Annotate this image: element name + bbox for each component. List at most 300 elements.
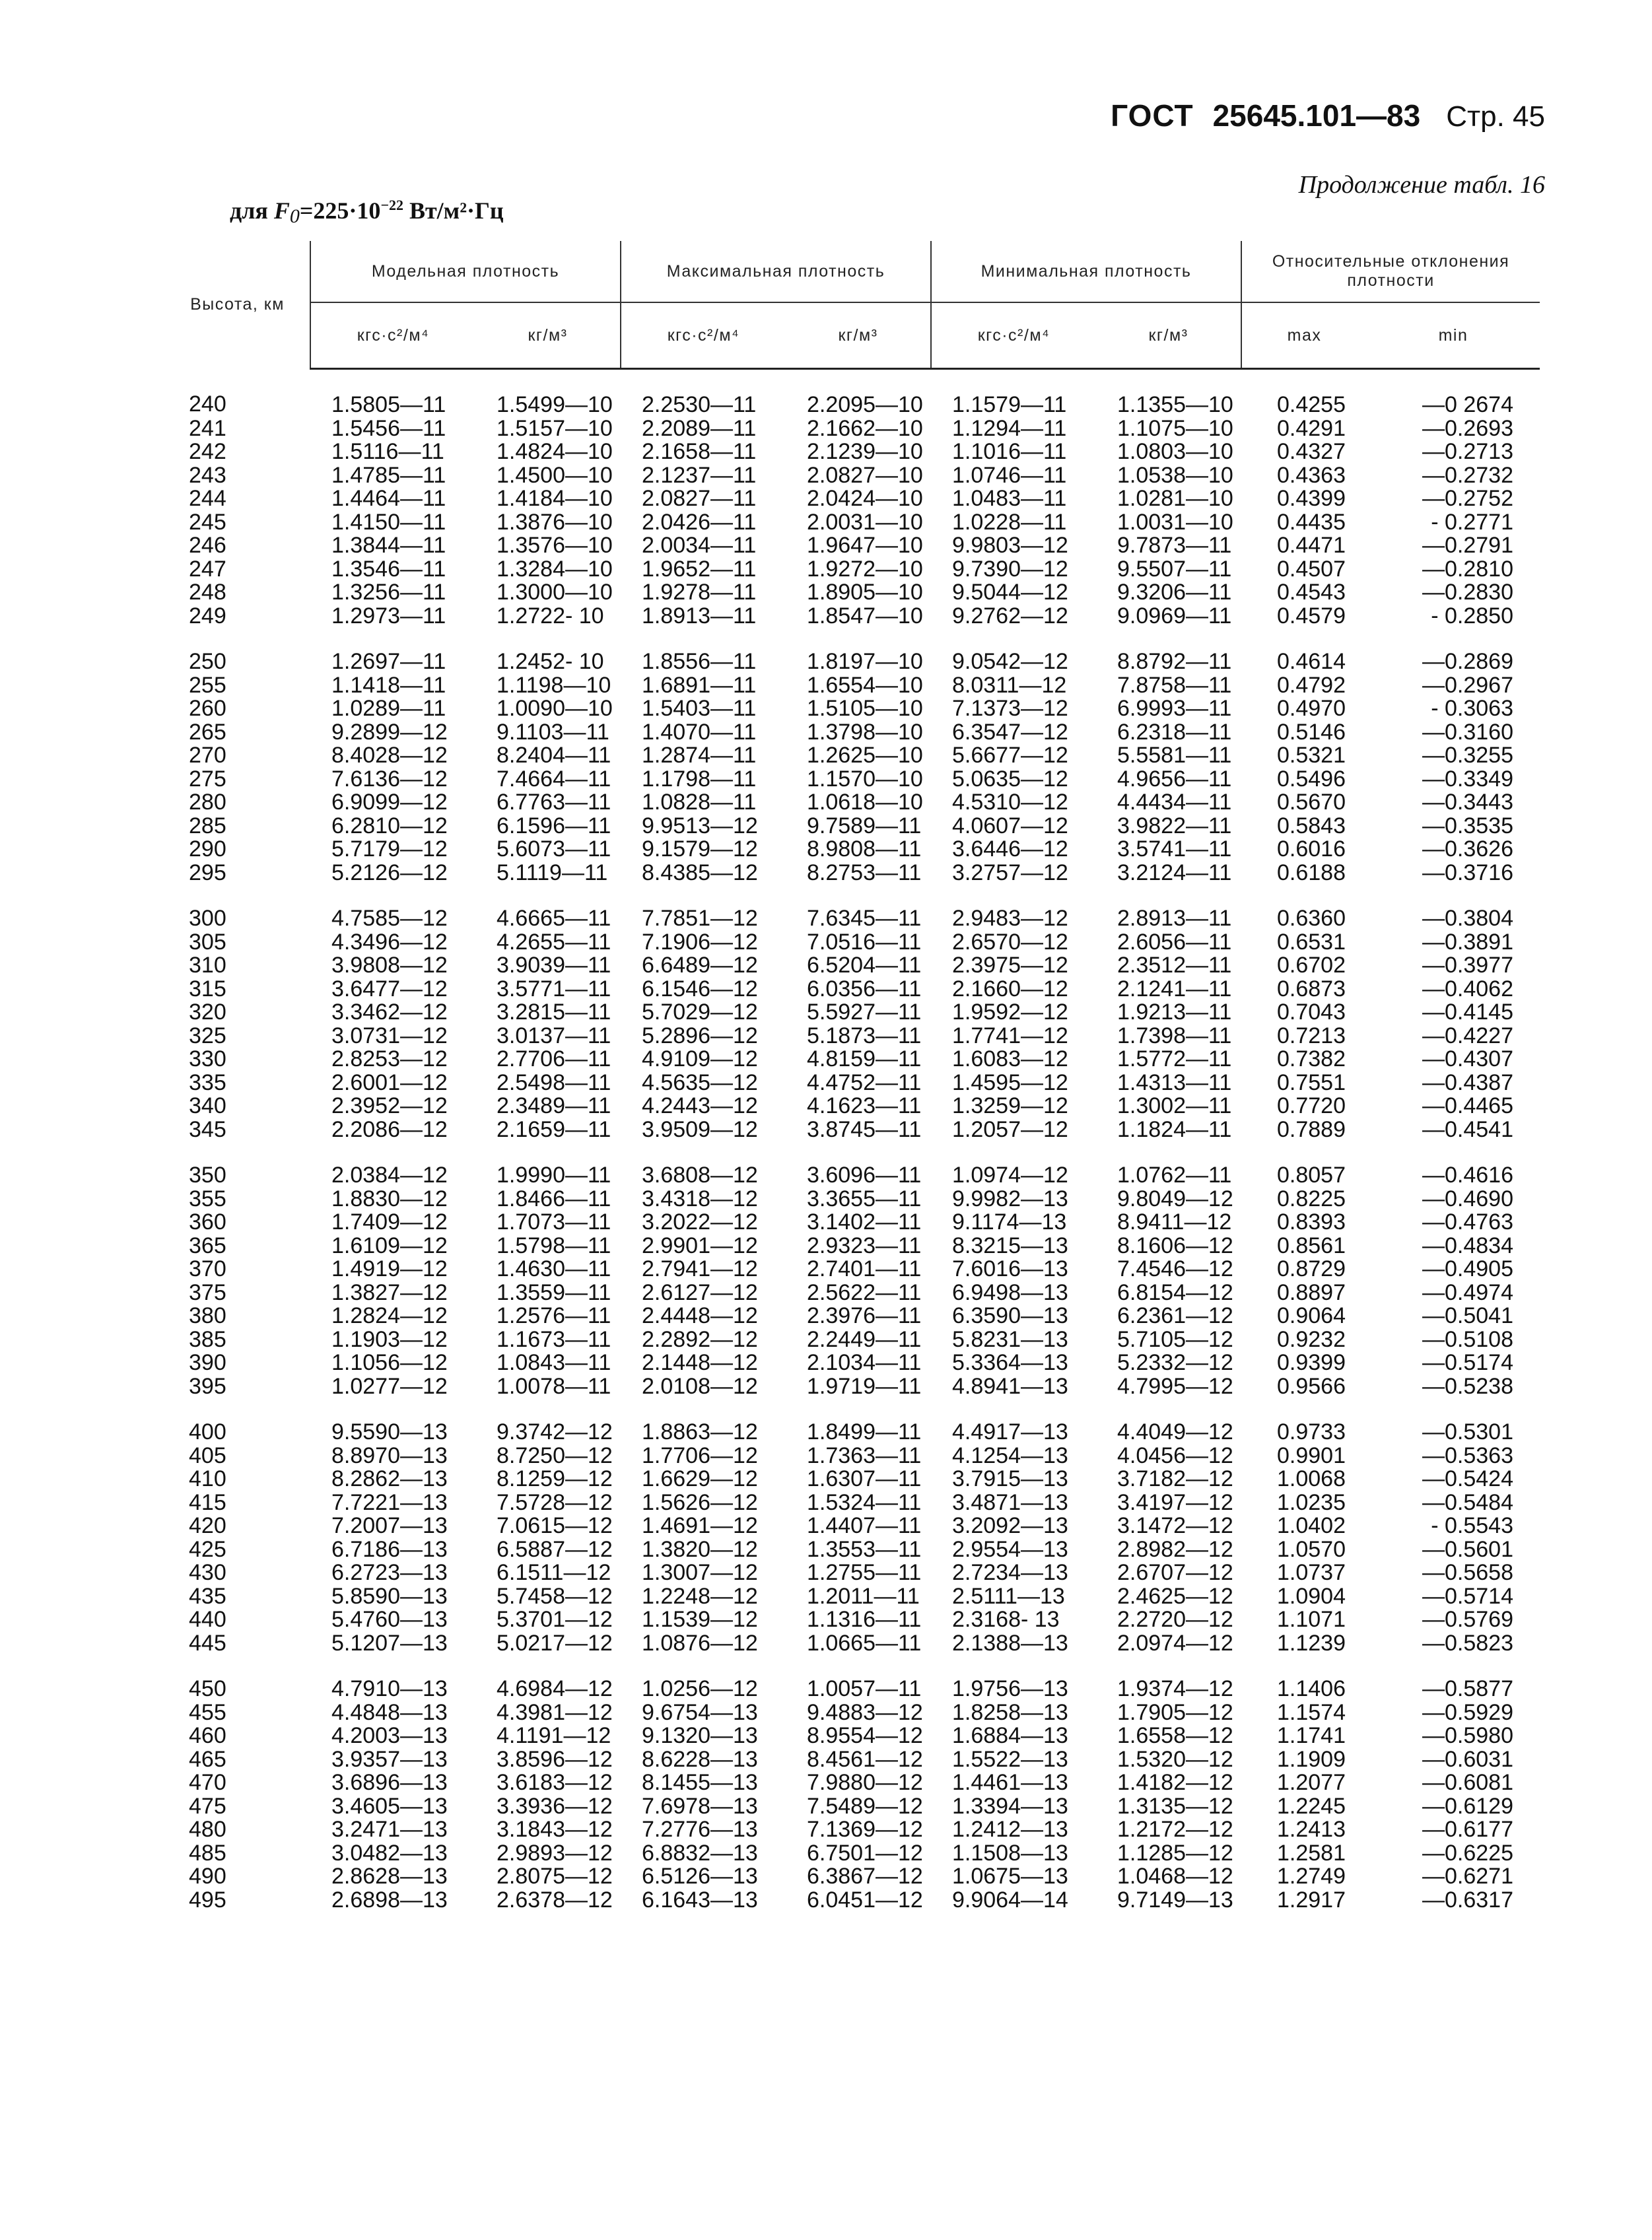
max-kgs-cell: 2.4448—12 bbox=[642, 1303, 758, 1328]
dev-max-cell: 0.4614 bbox=[1277, 649, 1346, 674]
table-row bbox=[165, 1048, 1540, 1071]
max-kg-cell: 1.5105—10 bbox=[807, 696, 923, 721]
min-kgs-cell: 5.6677—12 bbox=[952, 743, 1068, 768]
min-kg-cell: 2.8982—12 bbox=[1117, 1536, 1233, 1562]
table-row bbox=[165, 1468, 1540, 1491]
max-kg-cell: 1.1570—10 bbox=[807, 766, 923, 792]
height-cell: 415 bbox=[189, 1489, 226, 1515]
dev-min-cell: —0.6317 bbox=[1422, 1887, 1513, 1913]
height-cell: 385 bbox=[189, 1326, 226, 1352]
model-kg-cell: 4.6984—12 bbox=[497, 1676, 613, 1701]
model-kgs-cell: 6.9099—12 bbox=[331, 790, 448, 815]
min-kg-cell: 1.0468—12 bbox=[1117, 1864, 1233, 1889]
model-kgs-cell: 1.7409—12 bbox=[331, 1209, 448, 1235]
min-kgs-cell: 9.9064—14 bbox=[952, 1887, 1068, 1913]
min-kgs-cell: 9.9803—12 bbox=[952, 533, 1068, 558]
table-row bbox=[165, 1421, 1540, 1444]
max-kgs-cell: 1.5403—11 bbox=[642, 696, 757, 721]
model-kgs-cell: 5.4760—13 bbox=[331, 1607, 448, 1632]
min-kg-cell: 1.7398—11 bbox=[1117, 1023, 1232, 1048]
model-kg-cell: 1.2576—11 bbox=[497, 1303, 611, 1328]
height-cell: 275 bbox=[189, 766, 226, 792]
max-kgs-cell: 1.4070—11 bbox=[642, 719, 757, 745]
min-kg-cell: 6.2361—12 bbox=[1117, 1303, 1233, 1328]
table-row bbox=[165, 1071, 1540, 1095]
model-kgs-cell: 1.5456—11 bbox=[331, 415, 446, 441]
dev-min-cell: —0.2830 bbox=[1422, 580, 1513, 605]
height-cell: 325 bbox=[189, 1023, 226, 1048]
dev-max-cell: 0.5146 bbox=[1277, 719, 1346, 745]
max-kg-cell: 7.6345—11 bbox=[807, 906, 922, 931]
max-kgs-cell: 3.9509—12 bbox=[642, 1116, 758, 1142]
table-row bbox=[165, 1842, 1540, 1866]
max-kgs-cell: 4.5635—12 bbox=[642, 1069, 758, 1095]
model-kgs-cell: 1.5116—11 bbox=[331, 439, 444, 464]
dev-max-cell: 0.6531 bbox=[1277, 929, 1346, 955]
height-cell: 370 bbox=[189, 1256, 226, 1281]
table-row bbox=[165, 1235, 1540, 1258]
max-kg-cell: 1.4407—11 bbox=[807, 1513, 922, 1538]
table-row bbox=[165, 1795, 1540, 1819]
model-kg-cell: 1.8466—11 bbox=[497, 1186, 611, 1211]
dev-min-cell: —0.5041 bbox=[1422, 1303, 1513, 1328]
max-kg-cell: 2.1034—11 bbox=[807, 1350, 922, 1375]
model-kgs-cell: 1.4464—11 bbox=[331, 486, 446, 511]
dev-max-cell: 0.5321 bbox=[1277, 743, 1346, 768]
min-kgs-cell: 2.1388—13 bbox=[952, 1630, 1068, 1656]
dev-min-cell: —0.2967 bbox=[1422, 672, 1513, 698]
dev-min-cell: —0.4227 bbox=[1422, 1023, 1513, 1048]
model-kg-cell: 6.1596—11 bbox=[497, 813, 611, 838]
min-kgs-cell: 1.0228—11 bbox=[952, 509, 1067, 535]
table-row bbox=[165, 581, 1540, 605]
height-cell: 445 bbox=[189, 1630, 226, 1656]
max-kg-cell: 1.0618—10 bbox=[807, 790, 923, 815]
unit-model-kgs: кгс·с²/м⁴ bbox=[310, 302, 475, 369]
table-row bbox=[165, 1375, 1540, 1399]
dev-max-cell: 1.0068 bbox=[1277, 1466, 1346, 1491]
min-kg-cell: 1.5772—11 bbox=[1117, 1046, 1232, 1071]
height-cell: 345 bbox=[189, 1116, 226, 1142]
height-cell: 241 bbox=[189, 415, 226, 441]
dev-max-cell: 0.9399 bbox=[1277, 1350, 1346, 1375]
dev-max-cell: 1.2413 bbox=[1277, 1817, 1346, 1842]
model-kg-cell: 5.7458—12 bbox=[497, 1583, 613, 1609]
dev-min-cell: —0.4307 bbox=[1422, 1046, 1513, 1071]
model-kg-cell: 2.3489—11 bbox=[497, 1093, 611, 1118]
dev-max-cell: 0.5496 bbox=[1277, 766, 1346, 792]
min-kg-cell: 9.7873—11 bbox=[1117, 533, 1232, 558]
model-kg-cell: 1.9990—11 bbox=[497, 1163, 611, 1188]
model-kgs-cell: 1.4785—11 bbox=[331, 462, 446, 488]
dev-max-cell: 0.6016 bbox=[1277, 836, 1346, 862]
height-cell: 295 bbox=[189, 860, 226, 885]
min-kgs-cell: 2.3975—12 bbox=[952, 953, 1068, 978]
model-kg-cell: 3.5771—11 bbox=[497, 976, 611, 1001]
min-kgs-cell: 8.3215—13 bbox=[952, 1233, 1068, 1258]
min-kgs-cell: 2.7234—13 bbox=[952, 1560, 1068, 1585]
table-row bbox=[165, 1118, 1540, 1142]
dev-min-cell: - 0.3063 bbox=[1431, 696, 1513, 721]
max-kg-cell: 5.5927—11 bbox=[807, 1000, 922, 1025]
model-kg-cell: 3.8596—12 bbox=[497, 1746, 613, 1772]
dev-min-cell: —0.5823 bbox=[1422, 1630, 1513, 1656]
max-kgs-cell: 8.6228—13 bbox=[642, 1746, 758, 1772]
max-kg-cell: 4.4752—11 bbox=[807, 1069, 922, 1095]
table-row bbox=[165, 907, 1540, 931]
max-kgs-cell: 2.2892—12 bbox=[642, 1326, 758, 1352]
min-kgs-cell: 9.5044—12 bbox=[952, 580, 1068, 605]
table-row bbox=[165, 1818, 1540, 1842]
max-kg-cell: 2.0031—10 bbox=[807, 509, 923, 535]
height-cell: 305 bbox=[189, 929, 226, 955]
dev-min-cell: —0.2732 bbox=[1422, 462, 1513, 488]
dev-max-cell: 0.4327 bbox=[1277, 439, 1346, 464]
min-kgs-cell: 6.9498—13 bbox=[952, 1279, 1068, 1305]
max-kg-cell: 7.9880—12 bbox=[807, 1770, 923, 1795]
max-kgs-cell: 1.9278—11 bbox=[642, 580, 757, 605]
max-kgs-cell: 2.0108—12 bbox=[642, 1373, 758, 1399]
dev-min-cell: —0.4145 bbox=[1422, 1000, 1513, 1025]
model-kg-cell: 1.2452- 10 bbox=[497, 649, 604, 674]
max-kgs-cell: 9.6754—13 bbox=[642, 1699, 758, 1725]
height-cell: 395 bbox=[189, 1373, 226, 1399]
model-kg-cell: 1.3876—10 bbox=[497, 509, 613, 535]
table-row bbox=[165, 605, 1540, 628]
table-row bbox=[165, 1351, 1540, 1375]
max-kg-cell: 9.4883—12 bbox=[807, 1699, 923, 1725]
min-kg-cell: 2.3512—11 bbox=[1117, 953, 1232, 978]
dev-min-cell: —0.3349 bbox=[1422, 766, 1513, 792]
max-kgs-cell: 1.0876—12 bbox=[642, 1630, 758, 1656]
min-kgs-cell: 1.1508—13 bbox=[952, 1840, 1068, 1866]
min-kg-cell: 3.5741—11 bbox=[1117, 836, 1232, 862]
model-kg-cell: 7.0615—12 bbox=[497, 1513, 613, 1538]
dev-max-cell: 1.0402 bbox=[1277, 1513, 1346, 1538]
model-kgs-cell: 2.0384—12 bbox=[331, 1163, 448, 1188]
model-kg-cell: 1.4630—11 bbox=[497, 1256, 611, 1281]
dev-max-cell: 0.4435 bbox=[1277, 509, 1346, 535]
max-kg-cell: 8.9808—11 bbox=[807, 836, 922, 862]
group-min-density: Минимальная плотность bbox=[931, 241, 1241, 302]
dev-min-cell: —0.4834 bbox=[1422, 1233, 1513, 1258]
model-kgs-cell: 4.4848—13 bbox=[331, 1699, 448, 1725]
table-row bbox=[165, 1865, 1540, 1889]
model-kg-cell: 3.3936—12 bbox=[497, 1793, 613, 1819]
dev-max-cell: 0.6873 bbox=[1277, 976, 1346, 1001]
model-kg-cell: 1.1673—11 bbox=[497, 1326, 611, 1352]
dev-min-cell: —0.2752 bbox=[1422, 486, 1513, 511]
table-row bbox=[165, 369, 1540, 417]
dev-min-cell: —0.4387 bbox=[1422, 1069, 1513, 1095]
dev-max-cell: 0.8729 bbox=[1277, 1256, 1346, 1281]
max-kg-cell: 1.2755—11 bbox=[807, 1560, 922, 1585]
dev-min-cell: —0.5601 bbox=[1422, 1536, 1513, 1562]
caption-prefix: для bbox=[230, 197, 274, 224]
model-kg-cell: 3.0137—11 bbox=[497, 1023, 611, 1048]
dev-min-cell: - 0.5543 bbox=[1431, 1513, 1513, 1538]
dev-max-cell: 1.0737 bbox=[1277, 1560, 1346, 1585]
height-cell: 440 bbox=[189, 1607, 226, 1632]
dev-min-cell: —0.5174 bbox=[1422, 1350, 1513, 1375]
min-kgs-cell: 1.1294—11 bbox=[952, 415, 1067, 441]
caption-sub: 0 bbox=[289, 205, 300, 227]
min-kgs-cell: 4.5310—12 bbox=[952, 790, 1068, 815]
max-kg-cell: 3.8745—11 bbox=[807, 1116, 922, 1142]
max-kg-cell: 1.9647—10 bbox=[807, 533, 923, 558]
model-kgs-cell: 3.0482—13 bbox=[331, 1840, 448, 1866]
density-table bbox=[165, 241, 1540, 1912]
dev-max-cell: 0.9064 bbox=[1277, 1303, 1346, 1328]
dev-min-cell: —0.3443 bbox=[1422, 790, 1513, 815]
max-kgs-cell: 1.6891—11 bbox=[642, 672, 757, 698]
model-kgs-cell: 1.8830—12 bbox=[331, 1186, 448, 1211]
max-kgs-cell: 1.8913—11 bbox=[642, 603, 757, 628]
height-cell: 465 bbox=[189, 1746, 226, 1772]
unit-min-kgs: кгс·с²/м⁴ bbox=[931, 302, 1096, 369]
max-kg-cell: 1.0665—11 bbox=[807, 1630, 922, 1656]
model-kg-cell: 1.0078—11 bbox=[497, 1373, 611, 1399]
max-kgs-cell: 9.9513—12 bbox=[642, 813, 758, 838]
table-row bbox=[165, 978, 1540, 1001]
max-kgs-cell: 2.2089—11 bbox=[642, 415, 757, 441]
max-kgs-cell: 6.8832—13 bbox=[642, 1840, 758, 1866]
table-row bbox=[165, 1678, 1540, 1701]
model-kgs-cell: 3.0731—12 bbox=[331, 1023, 448, 1048]
height-cell: 350 bbox=[189, 1163, 226, 1188]
max-kg-cell: 1.7363—11 bbox=[807, 1442, 922, 1468]
model-kg-cell: 4.2655—11 bbox=[497, 929, 611, 955]
model-kgs-cell: 7.6136—12 bbox=[331, 766, 448, 792]
dev-min-cell: —0.4541 bbox=[1422, 1116, 1513, 1142]
max-kgs-cell: 8.4385—12 bbox=[642, 860, 758, 885]
group-spacer bbox=[165, 1655, 1540, 1678]
min-kg-cell: 2.2720—12 bbox=[1117, 1607, 1233, 1632]
min-kg-cell: 9.7149—13 bbox=[1117, 1887, 1233, 1913]
height-cell: 330 bbox=[189, 1046, 226, 1071]
max-kgs-cell: 6.5126—13 bbox=[642, 1864, 758, 1889]
min-kgs-cell: 8.0311—12 bbox=[952, 672, 1067, 698]
max-kg-cell: 1.5324—11 bbox=[807, 1489, 922, 1515]
min-kg-cell: 6.2318—11 bbox=[1117, 719, 1232, 745]
min-kgs-cell: 9.1174—13 bbox=[952, 1209, 1067, 1235]
table-row bbox=[165, 768, 1540, 792]
dev-min-cell: - 0.2850 bbox=[1431, 603, 1513, 628]
dev-min-cell: —0.6031 bbox=[1422, 1746, 1513, 1772]
dev-min-cell: —0.5301 bbox=[1422, 1419, 1513, 1444]
max-kgs-cell: 7.1906—12 bbox=[642, 929, 758, 955]
min-kg-cell: 1.0762—11 bbox=[1117, 1163, 1232, 1188]
min-kgs-cell: 4.8941—13 bbox=[952, 1373, 1068, 1399]
dev-min-cell: —0.5363 bbox=[1422, 1442, 1513, 1468]
model-kgs-cell: 2.6898—13 bbox=[331, 1887, 448, 1913]
min-kgs-cell: 1.7741—12 bbox=[952, 1023, 1068, 1048]
col-height-header: Высота, км bbox=[190, 295, 285, 314]
max-kg-cell: 6.7501—12 bbox=[807, 1840, 923, 1866]
min-kgs-cell: 1.0675—13 bbox=[952, 1864, 1068, 1889]
min-kg-cell: 9.0969—11 bbox=[1117, 603, 1232, 628]
min-kg-cell: 2.8913—11 bbox=[1117, 906, 1232, 931]
max-kg-cell: 1.9719—11 bbox=[807, 1373, 922, 1399]
group-spacer bbox=[165, 885, 1540, 907]
max-kgs-cell: 1.3007—12 bbox=[642, 1560, 758, 1585]
max-kgs-cell: 7.2776—13 bbox=[642, 1817, 758, 1842]
unit-min-kg: кг/м³ bbox=[1096, 302, 1241, 369]
max-kgs-cell: 2.2530—11 bbox=[642, 392, 757, 417]
model-kgs-cell: 1.3844—11 bbox=[331, 533, 446, 558]
min-kgs-cell: 9.9982—13 bbox=[952, 1186, 1068, 1211]
min-kg-cell: 1.4182—12 bbox=[1117, 1770, 1233, 1795]
max-kgs-cell: 7.7851—12 bbox=[642, 906, 758, 931]
min-kg-cell: 5.7105—12 bbox=[1117, 1326, 1233, 1352]
dev-max-cell: 1.1406 bbox=[1277, 1676, 1346, 1701]
dev-max-cell: 0.4399 bbox=[1277, 486, 1346, 511]
min-kgs-cell: 2.1660—12 bbox=[952, 976, 1068, 1001]
model-kg-cell: 6.1511—12 bbox=[497, 1560, 611, 1585]
max-kg-cell: 1.6554—10 bbox=[807, 672, 923, 698]
table-row bbox=[165, 487, 1540, 511]
dev-max-cell: 1.0904 bbox=[1277, 1583, 1346, 1609]
max-kgs-cell: 2.0034—11 bbox=[642, 533, 757, 558]
group-model-density: Модельная плотность bbox=[310, 241, 621, 302]
table-row bbox=[165, 1095, 1540, 1118]
model-kgs-cell: 2.3952—12 bbox=[331, 1093, 448, 1118]
dev-max-cell: 0.4543 bbox=[1277, 580, 1346, 605]
dev-max-cell: 1.1239 bbox=[1277, 1630, 1346, 1656]
height-cell: 245 bbox=[189, 509, 226, 535]
dev-max-cell: 0.7043 bbox=[1277, 1000, 1346, 1025]
model-kg-cell: 3.9039—11 bbox=[497, 953, 611, 978]
max-kg-cell: 6.5204—11 bbox=[807, 953, 922, 978]
min-kgs-cell: 5.0635—12 bbox=[952, 766, 1068, 792]
min-kgs-cell: 7.1373—12 bbox=[952, 696, 1068, 721]
model-kg-cell: 7.5728—12 bbox=[497, 1489, 613, 1515]
model-kgs-cell: 2.6001—12 bbox=[331, 1069, 448, 1095]
dev-max-cell: 0.9901 bbox=[1277, 1442, 1346, 1468]
max-kg-cell: 6.0451—12 bbox=[807, 1887, 923, 1913]
model-kg-cell: 1.5798—11 bbox=[497, 1233, 611, 1258]
table-row bbox=[165, 1281, 1540, 1305]
model-kgs-cell: 4.7585—12 bbox=[331, 906, 448, 931]
max-kg-cell: 9.7589—11 bbox=[807, 813, 922, 838]
min-kgs-cell: 1.1016—11 bbox=[952, 439, 1067, 464]
dev-min-cell: —0.3891 bbox=[1422, 929, 1513, 955]
dev-max-cell: 0.8225 bbox=[1277, 1186, 1346, 1211]
max-kgs-cell: 2.0827—11 bbox=[642, 486, 757, 511]
dev-min-cell: —0.4616 bbox=[1422, 1163, 1513, 1188]
min-kg-cell: 2.6056—11 bbox=[1117, 929, 1232, 955]
min-kg-cell: 9.3206—11 bbox=[1117, 580, 1232, 605]
max-kgs-cell: 1.4691—12 bbox=[642, 1513, 758, 1538]
dev-min-cell: —0.3626 bbox=[1422, 836, 1513, 862]
dev-max-cell: 0.4291 bbox=[1277, 415, 1346, 441]
model-kg-cell: 6.7763—11 bbox=[497, 790, 611, 815]
max-kg-cell: 1.2625—10 bbox=[807, 743, 923, 768]
model-kgs-cell: 1.0289—11 bbox=[331, 696, 446, 721]
min-kgs-cell: 1.2412—13 bbox=[952, 1817, 1068, 1842]
max-kgs-cell: 2.0426—11 bbox=[642, 509, 757, 535]
min-kg-cell: 4.9656—11 bbox=[1117, 766, 1232, 792]
height-cell: 455 bbox=[189, 1699, 226, 1725]
min-kg-cell: 2.4625—12 bbox=[1117, 1583, 1233, 1609]
table-row bbox=[165, 1632, 1540, 1656]
model-kg-cell: 1.5157—10 bbox=[497, 415, 613, 441]
min-kgs-cell: 2.6570—12 bbox=[952, 929, 1068, 955]
table-row bbox=[165, 674, 1540, 698]
dev-max-cell: 0.4970 bbox=[1277, 696, 1346, 721]
dev-min-cell: - 0.2771 bbox=[1431, 509, 1513, 535]
dev-max-cell: 0.8393 bbox=[1277, 1209, 1346, 1235]
height-cell: 290 bbox=[189, 836, 226, 862]
min-kgs-cell: 3.2757—12 bbox=[952, 860, 1068, 885]
min-kg-cell: 8.9411—12 bbox=[1117, 1209, 1232, 1235]
max-kgs-cell: 1.2248—12 bbox=[642, 1583, 758, 1609]
model-kg-cell: 1.3000—10 bbox=[497, 580, 613, 605]
model-kg-cell: 5.1119—11 bbox=[497, 860, 608, 885]
min-kg-cell: 1.2172—12 bbox=[1117, 1817, 1233, 1842]
height-cell: 247 bbox=[189, 556, 226, 582]
dev-max-cell: 0.7889 bbox=[1277, 1116, 1346, 1142]
min-kg-cell: 5.2332—12 bbox=[1117, 1350, 1233, 1375]
dev-min-cell: —0.2791 bbox=[1422, 533, 1513, 558]
max-kgs-cell: 4.2443—12 bbox=[642, 1093, 758, 1118]
height-cell: 248 bbox=[189, 580, 226, 605]
table-row bbox=[165, 558, 1540, 582]
dev-min-cell: —0.5714 bbox=[1422, 1583, 1513, 1609]
dev-min-cell: —0.5658 bbox=[1422, 1560, 1513, 1585]
model-kgs-cell: 1.3256—11 bbox=[331, 580, 446, 605]
min-kg-cell: 3.4197—12 bbox=[1117, 1489, 1233, 1515]
unit-dev-min: min bbox=[1367, 302, 1540, 369]
table-row bbox=[165, 1164, 1540, 1188]
min-kgs-cell: 1.3259—12 bbox=[952, 1093, 1068, 1118]
unit-model-kg: кг/м³ bbox=[475, 302, 621, 369]
table-row bbox=[165, 650, 1540, 674]
table-row bbox=[165, 440, 1540, 464]
dev-min-cell: —0.5929 bbox=[1422, 1699, 1513, 1725]
max-kg-cell: 2.0827—10 bbox=[807, 462, 923, 488]
table-row bbox=[165, 1328, 1540, 1352]
model-kgs-cell: 2.2086—12 bbox=[331, 1116, 448, 1142]
model-kg-cell: 1.4184—10 bbox=[497, 486, 613, 511]
max-kg-cell: 8.4561—12 bbox=[807, 1746, 923, 1772]
dev-min-cell: —0.4905 bbox=[1422, 1256, 1513, 1281]
model-kgs-cell: 8.4028—12 bbox=[331, 743, 448, 768]
model-kg-cell: 7.4664—11 bbox=[497, 766, 611, 792]
min-kgs-cell: 3.6446—12 bbox=[952, 836, 1068, 862]
max-kg-cell: 8.9554—12 bbox=[807, 1723, 923, 1748]
max-kg-cell: 6.0356—11 bbox=[807, 976, 922, 1001]
model-kg-cell: 2.9893—12 bbox=[497, 1840, 613, 1866]
table-row bbox=[165, 744, 1540, 768]
dev-max-cell: 0.9566 bbox=[1277, 1373, 1346, 1399]
dev-max-cell: 0.4792 bbox=[1277, 672, 1346, 698]
model-kgs-cell: 1.2824—12 bbox=[331, 1303, 448, 1328]
min-kg-cell: 6.9993—11 bbox=[1117, 696, 1232, 721]
min-kgs-cell: 5.8231—13 bbox=[952, 1326, 1068, 1352]
model-kg-cell: 1.1198—10 bbox=[497, 672, 611, 698]
group-relative-deviation: Относительные отклонения плотности bbox=[1241, 241, 1540, 302]
max-kgs-cell: 9.1320—13 bbox=[642, 1723, 758, 1748]
dev-min-cell: —0.3804 bbox=[1422, 906, 1513, 931]
height-cell: 355 bbox=[189, 1186, 226, 1211]
dev-max-cell: 0.5670 bbox=[1277, 790, 1346, 815]
dev-max-cell: 0.7213 bbox=[1277, 1023, 1346, 1048]
min-kg-cell: 1.0281—10 bbox=[1117, 486, 1233, 511]
min-kg-cell: 8.1606—12 bbox=[1117, 1233, 1233, 1258]
max-kg-cell: 1.8547—10 bbox=[807, 603, 923, 628]
table-row bbox=[165, 1771, 1540, 1795]
